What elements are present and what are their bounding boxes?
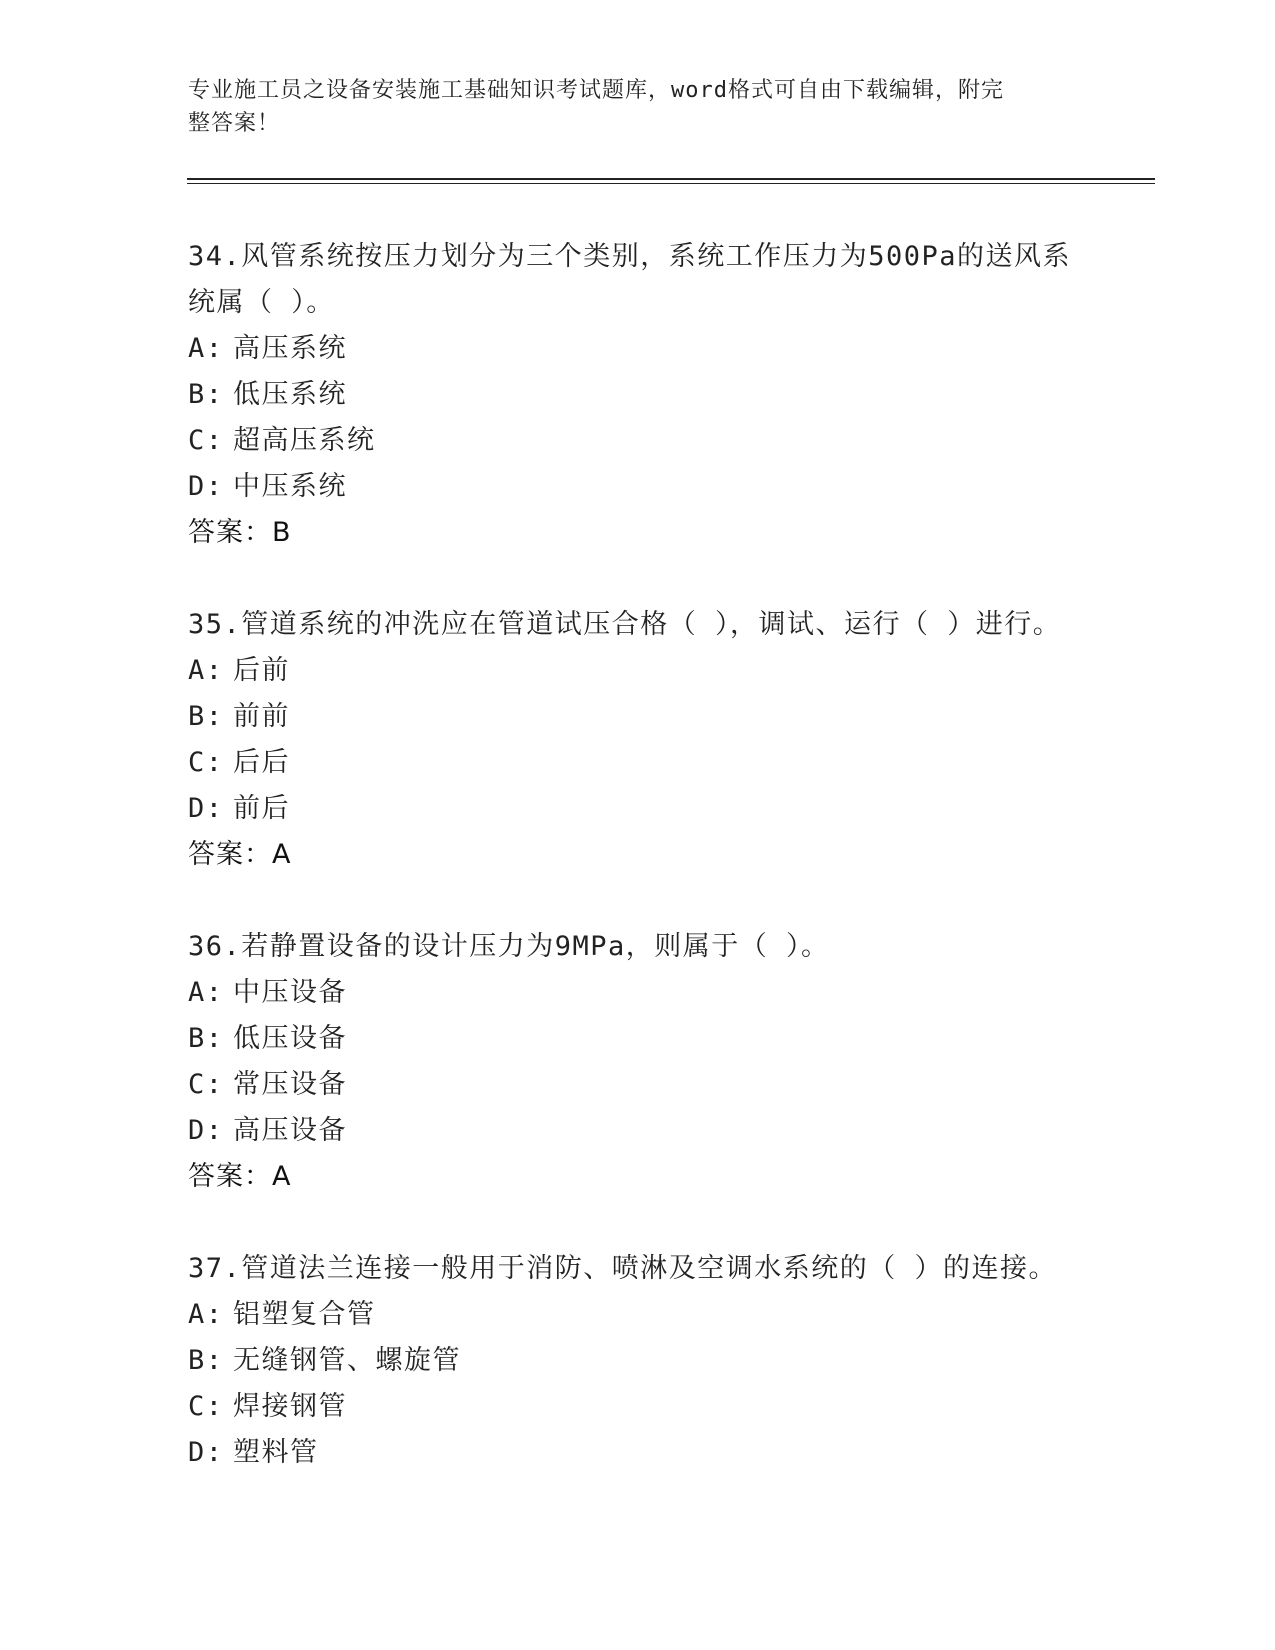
option-letter: D:	[188, 1115, 224, 1146]
option-a	[188, 970, 1088, 1016]
option-text: 无缝钢管、螺旋管	[233, 1345, 461, 1376]
header-line-2: 整答案！	[188, 111, 281, 136]
option-a	[188, 1292, 1088, 1338]
option-c	[188, 740, 1088, 786]
answer-label: 答案：	[188, 517, 272, 548]
answer-line	[188, 510, 1088, 556]
option-letter: B:	[188, 379, 224, 410]
question-36	[188, 924, 1088, 1200]
document-header	[188, 74, 1068, 140]
option-letter: D:	[188, 1437, 224, 1468]
option-letter: D:	[188, 471, 224, 502]
option-c	[188, 1062, 1088, 1108]
answer-line	[188, 832, 1088, 878]
option-letter: D:	[188, 793, 224, 824]
question-text: 36.若静置设备的设计压力为9MPa，则属于（ ）。	[188, 931, 830, 962]
option-text: 中压系统	[233, 471, 347, 502]
option-letter: C:	[188, 747, 224, 778]
answer-value: A	[272, 839, 291, 870]
option-c	[188, 1384, 1088, 1430]
option-d	[188, 464, 1088, 510]
question-34	[188, 234, 1088, 556]
option-d	[188, 786, 1088, 832]
answer-value: B	[272, 517, 291, 548]
option-letter: A:	[188, 333, 224, 364]
question-35	[188, 602, 1088, 878]
option-text: 后前	[233, 655, 290, 686]
option-d	[188, 1108, 1088, 1154]
answer-label: 答案：	[188, 1161, 272, 1192]
option-b	[188, 1338, 1088, 1384]
answer-value: A	[272, 1161, 291, 1192]
option-text: 塑料管	[233, 1437, 319, 1468]
option-text: 高压系统	[233, 333, 347, 364]
option-letter: B:	[188, 1023, 224, 1054]
question-text-continued: 统属（ ）。	[188, 287, 335, 318]
option-a	[188, 648, 1088, 694]
option-text: 前后	[233, 793, 290, 824]
option-text: 焊接钢管	[233, 1391, 347, 1422]
answer-line	[188, 1154, 1088, 1200]
option-text: 中压设备	[233, 977, 347, 1008]
option-letter: B:	[188, 1345, 224, 1376]
option-letter: A:	[188, 977, 224, 1008]
option-text: 超高压系统	[233, 425, 376, 456]
option-letter: C:	[188, 1069, 224, 1100]
option-a	[188, 326, 1088, 372]
option-letter: A:	[188, 1299, 224, 1330]
question-list	[188, 234, 1088, 1522]
option-letter: C:	[188, 425, 224, 456]
option-c	[188, 418, 1088, 464]
question-text: 34.风管系统按压力划分为三个类别，系统工作压力为500Pa的送风系	[188, 241, 1072, 272]
option-b	[188, 1016, 1088, 1062]
question-text: 35.管道系统的冲洗应在管道试压合格（ ），调试、运行（ ）进行。	[188, 609, 1062, 640]
option-b	[188, 694, 1088, 740]
answer-label: 答案：	[188, 839, 272, 870]
option-b	[188, 372, 1088, 418]
option-text: 后后	[233, 747, 290, 778]
header-rule-thick	[187, 178, 1155, 180]
option-text: 低压系统	[233, 379, 347, 410]
question-37	[188, 1246, 1088, 1476]
option-letter: B:	[188, 701, 224, 732]
option-text: 前前	[233, 701, 290, 732]
option-letter: C:	[188, 1391, 224, 1422]
option-text: 低压设备	[233, 1023, 347, 1054]
option-d	[188, 1430, 1088, 1476]
option-text: 高压设备	[233, 1115, 347, 1146]
question-text: 37.管道法兰连接一般用于消防、喷淋及空调水系统的（ ）的连接。	[188, 1253, 1058, 1284]
option-text: 铝塑复合管	[233, 1299, 376, 1330]
option-letter: A:	[188, 655, 224, 686]
header-rule-thin	[187, 183, 1155, 184]
option-text: 常压设备	[233, 1069, 347, 1100]
header-line-1: 专业施工员之设备安装施工基础知识考试题库，word格式可自由下载编辑，附完	[188, 78, 1004, 103]
